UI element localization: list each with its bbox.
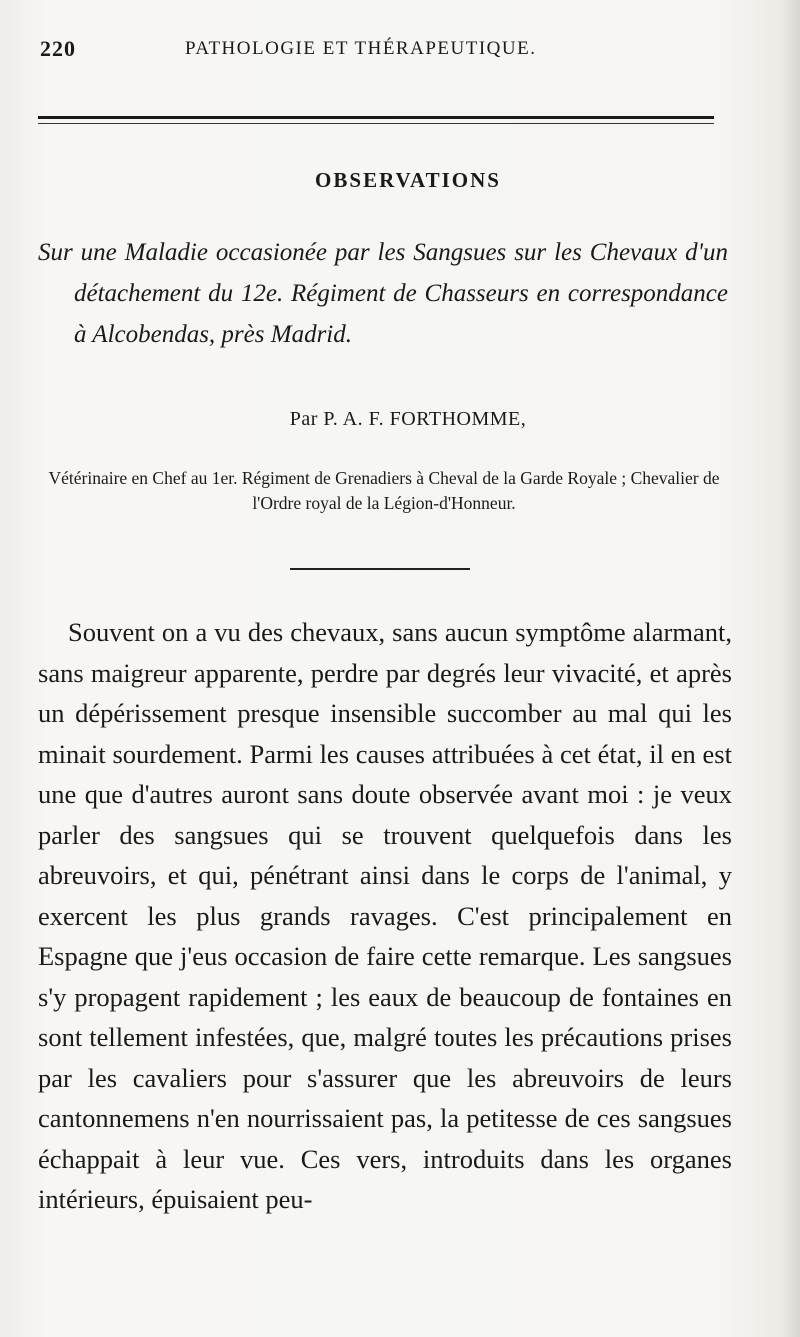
page-shadow-edge (782, 0, 800, 1337)
header-rule-thick (38, 116, 714, 119)
author-line: Par P. A. F. FORTHOMME, (289, 408, 527, 430)
author-affiliation: Vétérinaire en Chef au 1er. Régiment de Grenadiers à Cheval de la Garde Royale ; Chevalier de l'Ordre royal de la Légion-d'Honneur. (48, 468, 720, 513)
running-title: PATHOLOGIE ET THÉRAPEUTIQUE. (185, 38, 537, 59)
running-head (40, 36, 740, 66)
header-rule-thin (38, 123, 714, 124)
section-heading: OBSERVATIONS (315, 168, 501, 192)
body-paragraph: Souvent on a vu des chevaux, sans aucun symptôme alarmant, sans maigreur apparente, perdre par degrés leur vivacité, et après un dépérissement presque insensible succomber au mal qui les minait sourdement. Parmi les causes attribuées à cet état, il en est une que d'autres auront sans doute observée avant moi : je veux parler des sangsues qui se trouvent quelquefois dans les abreuvoirs, et qui, pénétrant ainsi dans le corps de l'animal, y exercent les plus grands ravages. C'est principalement en Espagne que j'eus occasion de faire cette remarque. Les sangsues s'y propagent rapidement ; les eaux de beaucoup de fontaines en sont tellement infestées, que, malgré toutes les précautions prises par les cavaliers pour s'assurer que les abreuvoirs de leurs cantonnemens n'en nourrissaient pas, la petitesse de ces sangsues échappait à leur vue. Ces vers, introduits dans les organes intérieurs, épuisaient peu- (38, 617, 732, 1214)
section-divider (290, 568, 470, 570)
article-subtitle: Sur une Maladie occasionée par les Sangsues sur les Chevaux d'un détachement du 12e. Régiment de Chasseurs en correspondance à Alcobendas, près Madrid. (38, 239, 728, 348)
page-number: 220 (40, 36, 76, 61)
